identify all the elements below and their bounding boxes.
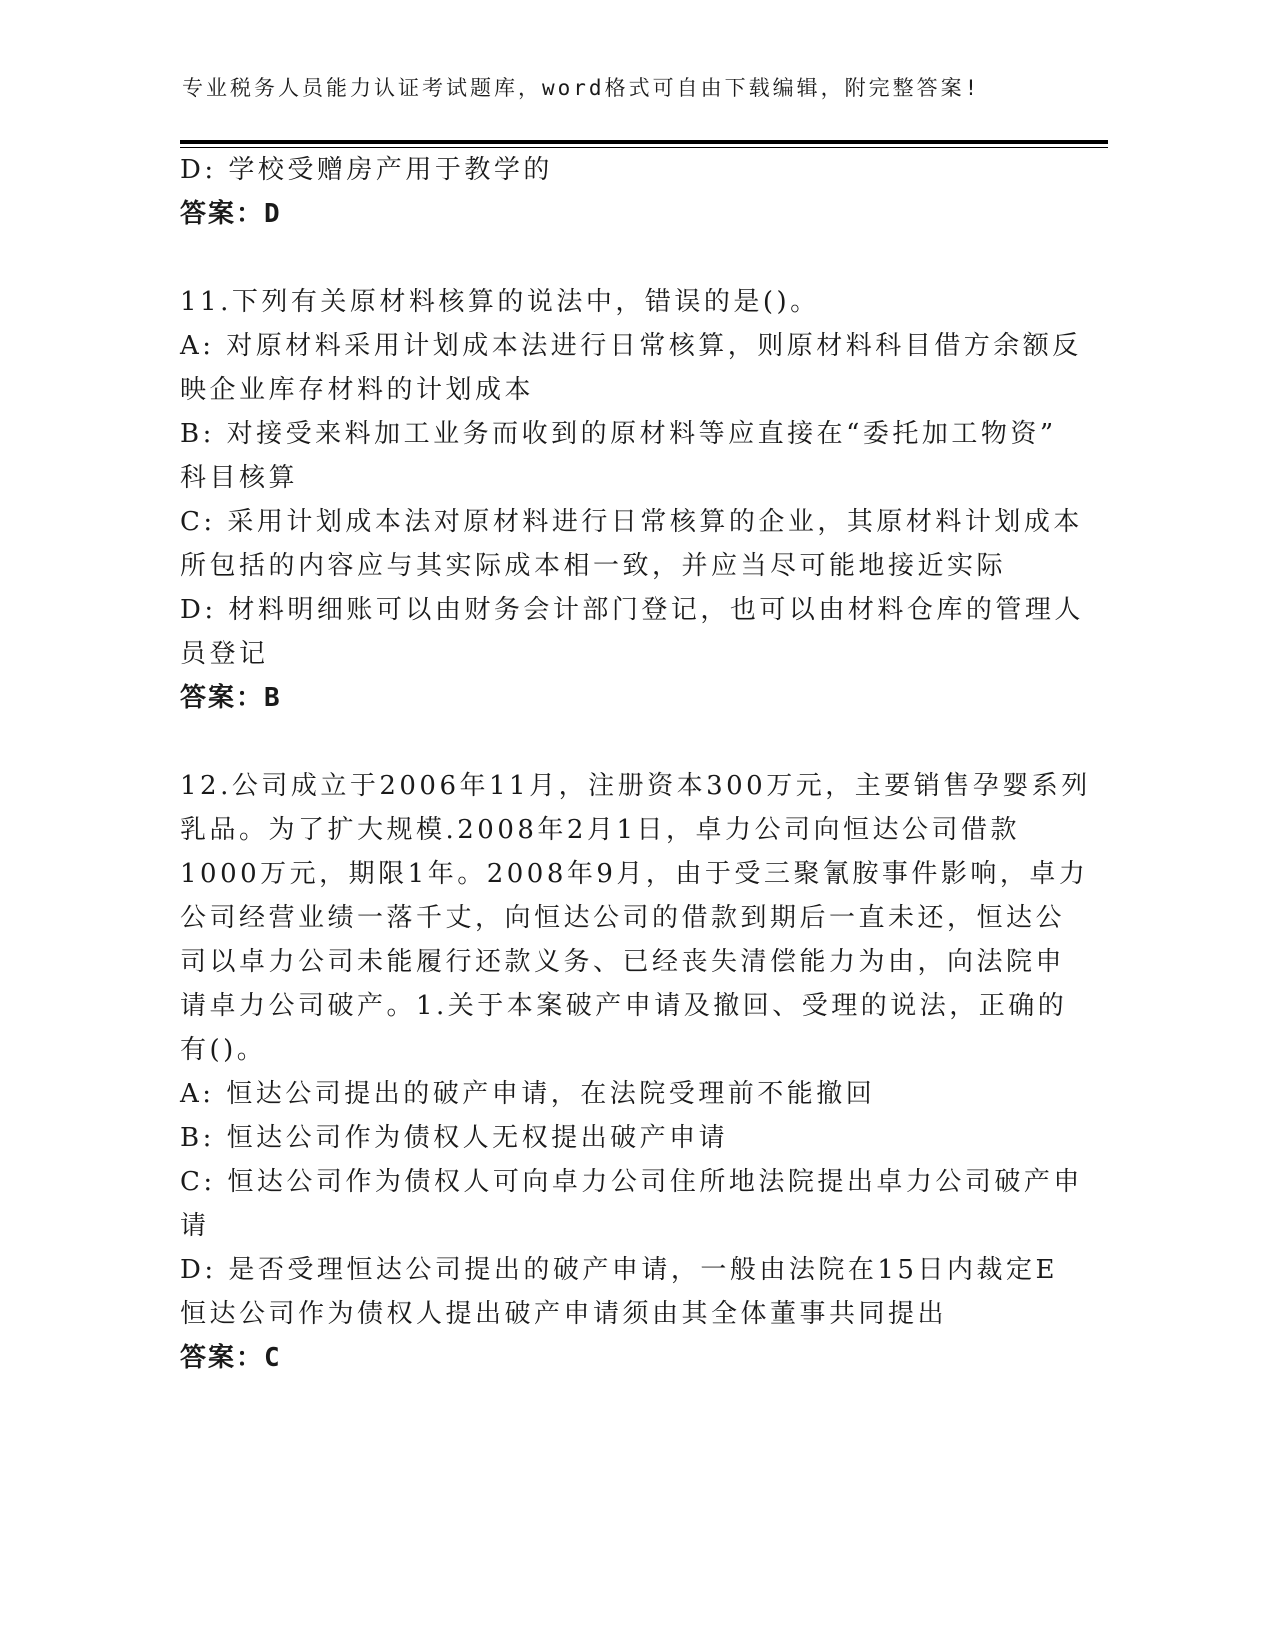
question-stem-line-7: 有()。 <box>180 1035 267 1065</box>
page-header: 专业税务人员能力认证考试题库，word格式可自由下载编辑，附完整答案! <box>182 76 981 100</box>
option-b-line-1: B: 对接受来料加工业务而收到的原材料等应直接在“委托加工物资” <box>180 419 1057 449</box>
option-c-line-1: C: 采用计划成本法对原材料进行日常核算的企业，其原材料计划成本 <box>180 507 1083 537</box>
question-stem-line-5: 司以卓力公司未能履行还款义务、已经丧失清偿能力为由，向法院申 <box>180 947 1066 977</box>
option-b: B: 恒达公司作为债权人无权提出破产申请 <box>180 1123 729 1153</box>
question-stem-line-6: 请卓力公司破产。1.关于本案破产申请及撤回、受理的说法，正确的 <box>180 991 1068 1021</box>
question-stem-line-1: 12.公司成立于2006年11月，注册资本300万元，主要销售孕婴系列 <box>180 771 1091 801</box>
question-stem-line-3: 1000万元，期限1年。2008年9月，由于受三聚氰胺事件影响，卓力 <box>180 859 1089 889</box>
spacer <box>180 720 1040 764</box>
answer-line: 答案：C <box>180 1343 282 1373</box>
option-d-line-2: 员登记 <box>180 639 269 669</box>
option-a-line-1: A: 对原材料采用计划成本法进行日常核算，则原材料科目借方余额反 <box>180 331 1082 361</box>
option-c-line-2: 请 <box>180 1211 210 1241</box>
option-c-line-1: C: 恒达公司作为债权人可向卓力公司住所地法院提出卓力公司破产申 <box>180 1167 1083 1197</box>
option-d: D: 学校受赠房产用于教学的 <box>180 155 553 185</box>
question-stem: 11.下列有关原材料核算的说法中，错误的是()。 <box>180 287 820 317</box>
option-b-line-2: 科目核算 <box>180 463 299 493</box>
answer-line: 答案：B <box>180 683 282 713</box>
question-stem-line-4: 公司经营业绩一落千丈，向恒达公司的借款到期后一直未还，恒达公 <box>180 903 1066 933</box>
document-body <box>180 148 1091 1380</box>
question-stem-line-2: 乳品。为了扩大规模.2008年2月1日，卓力公司向恒达公司借款 <box>180 815 1021 845</box>
option-d-line-1: D: 是否受理恒达公司提出的破产申请，一般由法院在15日内裁定E <box>180 1255 1058 1285</box>
previous-question <box>180 148 1040 236</box>
option-c-line-2: 所包括的内容应与其实际成本相一致，并应当尽可能地接近实际 <box>180 551 1007 581</box>
option-a-line-2: 映企业库存材料的计划成本 <box>180 375 535 405</box>
option-d-line-1: D: 材料明细账可以由财务会计部门登记，也可以由材料仓库的管理人 <box>180 595 1084 625</box>
question-12 <box>180 764 1091 1380</box>
question-11 <box>180 280 1084 720</box>
option-a: A: 恒达公司提出的破产申请，在法院受理前不能撤回 <box>180 1079 876 1109</box>
spacer <box>180 236 1040 280</box>
answer-line: 答案：D <box>180 199 282 229</box>
option-d-line-2: 恒达公司作为债权人提出破产申请须由其全体董事共同提出 <box>180 1299 948 1329</box>
header-divider-thick <box>180 140 1108 144</box>
